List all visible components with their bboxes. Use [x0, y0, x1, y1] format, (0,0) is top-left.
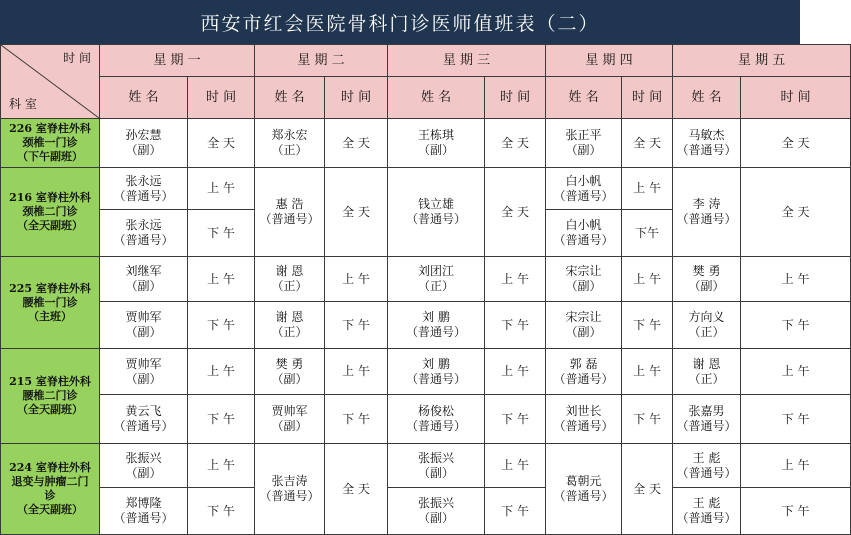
doctor-cell: 樊 勇 （副）	[673, 257, 741, 302]
dept-cell-216: 216 室脊柱外科 颈椎二门诊 （全天副班）	[1, 168, 100, 257]
doctor-cell: 黄云飞 （普通号）	[100, 395, 188, 444]
doctor-cell: 杨俊松 （普通号）	[388, 395, 485, 444]
col-header-name: 姓 名	[673, 77, 741, 119]
doctor-cell: 葛朝元 （普通号）	[546, 444, 622, 535]
doctor-cell: 贾帅军 （副）	[100, 349, 188, 395]
doctor-cell: 谢 恩 （正）	[673, 349, 741, 395]
time-cell: 下 午	[188, 210, 255, 257]
time-cell: 上 午	[622, 349, 673, 395]
time-cell: 上 午	[741, 257, 851, 302]
doctor-cell: 方向义 （正）	[673, 302, 741, 349]
time-cell: 上 午	[741, 349, 851, 395]
doctor-cell: 张正平 （副）	[546, 119, 622, 168]
time-cell: 全 天	[741, 119, 851, 168]
corner-time-label: 时 间	[63, 51, 91, 65]
time-cell: 上 午	[622, 168, 673, 210]
time-cell: 全 天	[188, 119, 255, 168]
doctor-cell: 刘继军 （副）	[100, 257, 188, 302]
time-cell: 全 天	[622, 444, 673, 535]
doctor-cell: 刘团江 （正）	[388, 257, 485, 302]
time-cell: 全 天	[325, 444, 388, 535]
day-header-tue: 星 期 二	[255, 45, 388, 77]
doctor-cell: 孙宏慧 （副）	[100, 119, 188, 168]
doctor-cell: 刘 鹏 （普通号）	[388, 302, 485, 349]
doctor-cell: 刘世长 （普通号）	[546, 395, 622, 444]
doctor-cell: 张吉涛 （普通号）	[255, 444, 325, 535]
time-cell: 下 午	[622, 395, 673, 444]
doctor-cell: 郑永宏 （正）	[255, 119, 325, 168]
doctor-cell: 宋宗让 （副）	[546, 302, 622, 349]
doctor-cell: 郭 磊 （普通号）	[546, 349, 622, 395]
doctor-cell: 王栋琪 （副）	[388, 119, 485, 168]
time-cell: 全 天	[325, 168, 388, 257]
doctor-cell: 谢 恩 （正）	[255, 302, 325, 349]
doctor-cell: 贾帅军 （副）	[255, 395, 325, 444]
page-title: 西安市红会医院骨科门诊医师值班表（二）	[0, 0, 800, 44]
time-cell: 上 午	[325, 349, 388, 395]
col-header-name: 姓 名	[255, 77, 325, 119]
doctor-cell: 王 彪 （普通号）	[673, 488, 741, 535]
time-cell: 下 午	[485, 488, 546, 535]
col-header-name: 姓 名	[100, 77, 188, 119]
col-header-time: 时 间	[741, 77, 851, 119]
doctor-cell: 谢 恩 （正）	[255, 257, 325, 302]
time-cell: 上 午	[485, 349, 546, 395]
time-cell: 下 午	[188, 488, 255, 535]
time-cell: 全 天	[622, 119, 673, 168]
doctor-cell: 张振兴 （副）	[388, 488, 485, 535]
doctor-cell: 钱立雄 （普通号）	[388, 168, 485, 257]
time-cell: 下 午	[741, 488, 851, 535]
doctor-cell: 张振兴 （副）	[388, 444, 485, 488]
doctor-cell: 张永远 （普通号）	[100, 210, 188, 257]
doctor-cell: 惠 浩 （普通号）	[255, 168, 325, 257]
time-cell: 下 午	[325, 395, 388, 444]
time-cell: 下 午	[325, 302, 388, 349]
day-header-fri: 星 期 五	[673, 45, 851, 77]
day-header-wed: 星 期 三	[388, 45, 546, 77]
doctor-cell: 白小帆 （普通号）	[546, 210, 622, 257]
time-cell: 下午	[622, 210, 673, 257]
day-header-thu: 星 期 四	[546, 45, 673, 77]
schedule-table	[0, 44, 851, 535]
time-cell: 上 午	[485, 444, 546, 488]
time-cell: 全 天	[741, 168, 851, 257]
dept-cell-215: 215 室脊柱外科 腰椎二门诊 （全天副班）	[1, 349, 100, 444]
col-header-name: 姓 名	[546, 77, 622, 119]
time-cell: 下 午	[188, 395, 255, 444]
doctor-cell: 宋宗让 （副）	[546, 257, 622, 302]
col-header-time: 时 间	[622, 77, 673, 119]
time-cell: 下 午	[741, 395, 851, 444]
doctor-cell: 马敏杰 （普通号）	[673, 119, 741, 168]
time-cell: 下 午	[485, 302, 546, 349]
corner-header	[1, 45, 100, 119]
col-header-time: 时 间	[485, 77, 546, 119]
time-cell: 上 午	[325, 257, 388, 302]
day-header-mon: 星 期 一	[100, 45, 255, 77]
doctor-cell: 张永远 （普通号）	[100, 168, 188, 210]
doctor-cell: 张振兴 （副）	[100, 444, 188, 488]
time-cell: 上 午	[188, 257, 255, 302]
col-header-name: 姓 名	[388, 77, 485, 119]
time-cell: 上 午	[622, 257, 673, 302]
doctor-cell: 樊 勇 （副）	[255, 349, 325, 395]
doctor-cell: 白小帆 （普通号）	[546, 168, 622, 210]
col-header-time: 时 间	[188, 77, 255, 119]
time-cell: 上 午	[188, 444, 255, 488]
time-cell: 下 午	[741, 302, 851, 349]
dept-cell-225: 225 室脊柱外科 腰椎一门诊 （主班）	[1, 257, 100, 349]
time-cell: 下 午	[188, 302, 255, 349]
time-cell: 上 午	[188, 168, 255, 210]
col-header-time: 时 间	[325, 77, 388, 119]
time-cell: 上 午	[188, 349, 255, 395]
doctor-cell: 张嘉男 （普通号）	[673, 395, 741, 444]
doctor-cell: 郑博隆 （普通号）	[100, 488, 188, 535]
time-cell: 全 天	[485, 119, 546, 168]
doctor-cell: 贾帅军 （副）	[100, 302, 188, 349]
time-cell: 全 天	[485, 168, 546, 257]
time-cell: 下 午	[485, 395, 546, 444]
doctor-cell: 王 彪 （普通号）	[673, 444, 741, 488]
time-cell: 上 午	[485, 257, 546, 302]
doctor-cell: 刘 鹏 （普通号）	[388, 349, 485, 395]
dept-cell-224: 224 室脊柱外科 退变与肿瘤二门 诊 （全天副班）	[1, 444, 100, 535]
doctor-cell: 李 涛 （普通号）	[673, 168, 741, 257]
corner-dept-label: 科 室	[9, 97, 37, 111]
time-cell: 全 天	[325, 119, 388, 168]
dept-cell-226: 226 室脊柱外科 颈椎一门诊 （下午副班）	[1, 119, 100, 168]
time-cell: 下 午	[622, 302, 673, 349]
time-cell: 上 午	[741, 444, 851, 488]
